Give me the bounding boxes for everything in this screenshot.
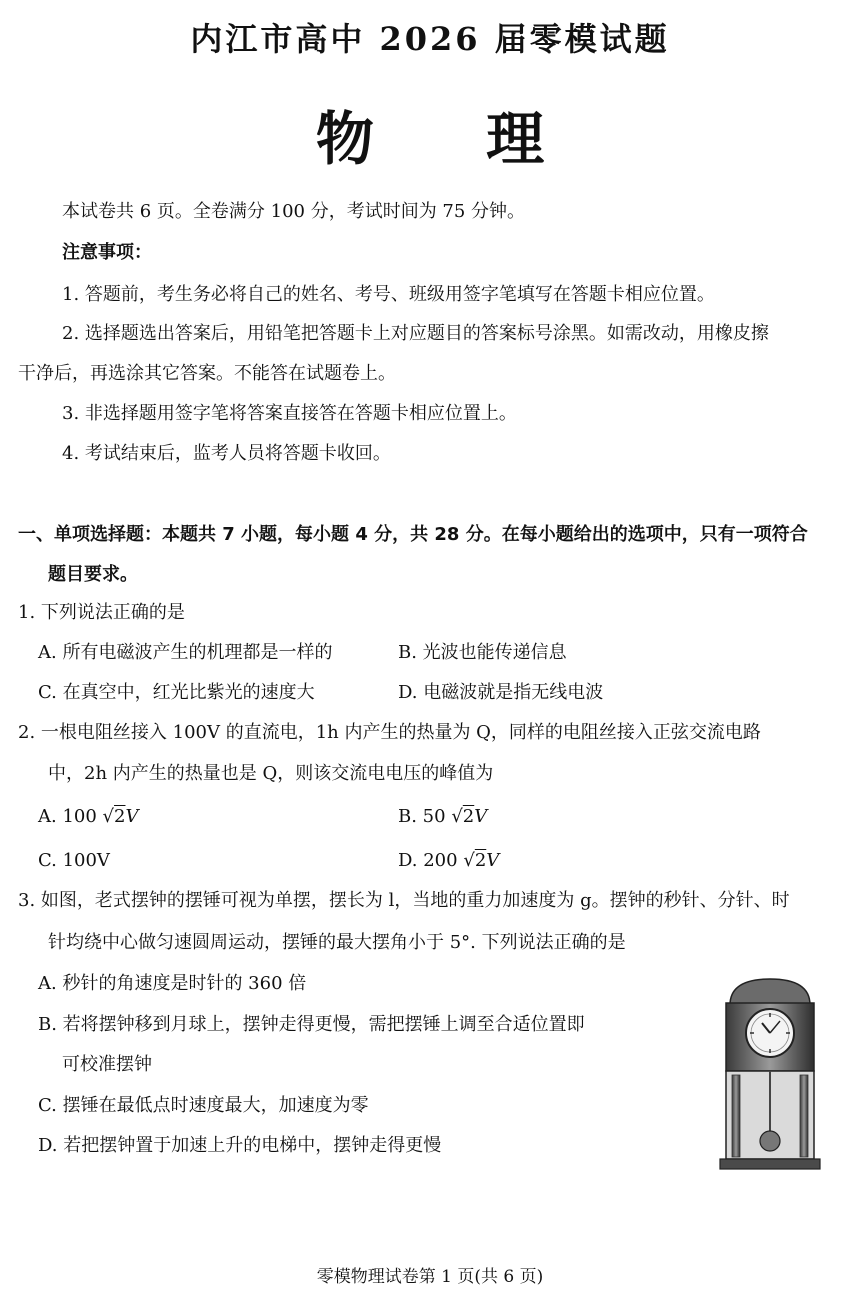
question-stem: 2. 一根电阻丝接入 100V 的直流电，1h 内产生的热量为 Q，同样的电阻丝接入正弦交流电路 (18, 722, 761, 743)
sqrt-symbol: √2 (451, 806, 475, 827)
notice-item: 干净后，再选涂其它答案。不能答在试题卷上。 (18, 363, 396, 384)
option-b: B. 光波也能传递信息 (398, 642, 567, 663)
question-stem: 1. 下列说法正确的是 (18, 602, 185, 623)
section-heading: 一、单项选择题：本题共 7 小题，每小题 4 分，共 28 分。在每小题给出的选项中，只有一项符合 (18, 524, 808, 545)
notice-item: 1. 答题前，考生务必将自己的姓名、考号、班级用签字笔填写在答题卡相应位置。 (62, 284, 715, 305)
question-stem: 针均绕中心做匀速圆周运动，摆锤的最大摆角小于 5°. 下列说法正确的是 (48, 932, 626, 953)
exam-title: 内江市高中 2026 届零模试题 (190, 20, 670, 58)
option-c: C. 100V (38, 850, 110, 871)
pendulum-clock-illustration (710, 975, 830, 1171)
option-a: A. 秒针的角速度是时针的 360 倍 (38, 973, 307, 994)
option-b: B. 若将摆钟移到月球上，摆钟走得更慢，需把摆锤上调至合适位置即 (38, 1014, 585, 1035)
option-d: D. 若把摆钟置于加速上升的电梯中，摆钟走得更慢 (38, 1135, 442, 1156)
option-a: A. 所有电磁波产生的机理都是一样的 (38, 642, 333, 663)
exam-intro: 本试卷共 6 页。全卷满分 100 分，考试时间为 75 分钟。 (62, 201, 526, 222)
notice-item: 4. 考试结束后，监考人员将答题卡收回。 (62, 443, 391, 464)
question-stem: 中，2h 内产生的热量也是 Q，则该交流电电压的峰值为 (48, 763, 494, 784)
option-d: D. 200 √2V (398, 848, 499, 874)
option-c: C. 摆锤在最低点时速度最大，加速度为零 (38, 1095, 369, 1116)
option-a: A. 100 √2V (38, 804, 138, 830)
notice-item: 2. 选择题选出答案后，用铅笔把答题卡上对应题目的答案标号涂黑。如需改动，用橡皮擦 (62, 323, 769, 344)
page-footer: 零模物理试卷第 1 页(共 6 页) (316, 1267, 544, 1287)
option-b: B. 50 √2V (398, 804, 487, 830)
sqrt-symbol: √2 (102, 806, 126, 827)
section-heading: 题目要求。 (48, 564, 138, 585)
sqrt-symbol: √2 (463, 850, 487, 871)
option-c: C. 在真空中，红光比紫光的速度大 (38, 682, 315, 703)
notice-heading: 注意事项： (62, 242, 152, 263)
option-d: D. 电磁波就是指无线电波 (398, 682, 604, 703)
subject-title: 物 理 (315, 105, 591, 173)
notice-item: 3. 非选择题用签字笔将答案直接答在答题卡相应位置上。 (62, 403, 517, 424)
option-b-continued: 可校准摆钟 (62, 1054, 152, 1075)
question-stem: 3. 如图，老式摆钟的摆锤可视为单摆，摆长为 l，当地的重力加速度为 g。摆钟的秒针、分针、时 (18, 890, 790, 911)
